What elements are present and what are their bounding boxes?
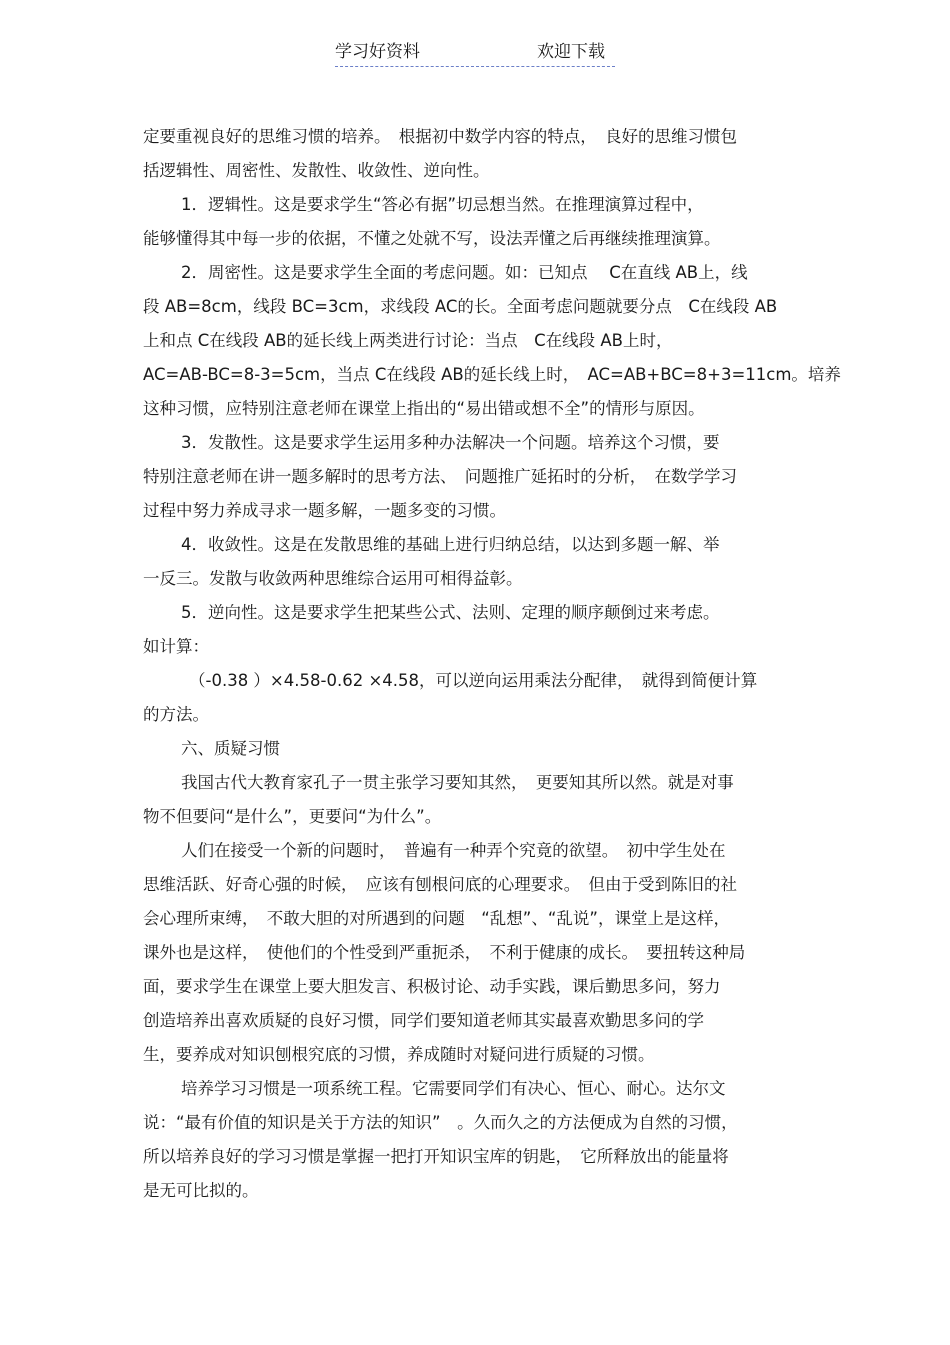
text-line: 上和点 C在线段 AB的延长线上两类进行讨论：当点 C在线段 AB上时，	[143, 331, 673, 350]
text-line: 培养学习习惯是一项系统工程。它需要同学们有决心、恒心、耐心。达尔文	[181, 1079, 726, 1098]
page-header	[335, 40, 615, 67]
text-line: 课外也是这样， 使他们的个性受到严重扼杀， 不利于健康的成长。 要扭转这种局	[143, 943, 746, 962]
text-line: 如计算：	[143, 637, 209, 656]
text-line: 面，要求学生在课堂上要大胆发言、积极讨论、动手实践，课后勤思多问，努力	[143, 977, 721, 996]
text-line: 2．周密性。这是要求学生全面的考虑问题。如：已知点 C在直线 AB上，线	[181, 263, 748, 282]
text-line: 5．逆向性。这是要求学生把某些公式、法则、定理的顺序颠倒过来考虑。	[181, 603, 720, 622]
text-line: 3．发散性。这是要求学生运用多种办法解决一个问题。培养这个习惯，要	[181, 433, 720, 452]
text-line: AC=AB-BC=8-3=5cm，当点 C在线段 AB的延长线上时， AC=AB+BC=8+3=11cm。培养	[143, 365, 841, 384]
text-line: 定要重视良好的思维习惯的培养。 根据初中数学内容的特点， 良好的思维习惯包	[143, 127, 737, 146]
header-right-text: 欢迎下载	[537, 42, 605, 62]
text-line: 段 AB=8cm，线段 BC=3cm，求线段 AC的长。全面考虑问题就要分点 C在线段 AB	[143, 297, 778, 316]
document-body	[143, 120, 841, 1208]
text-line: 创造培养出喜欢质疑的良好习惯，同学们要知道老师其实最喜欢勤思多问的学	[143, 1011, 704, 1030]
text-line: 所以培养良好的学习习惯是掌握一把打开知识宝库的钥匙， 它所释放出的能量将	[143, 1147, 729, 1166]
text-line: 物不但要问“是什么”，更要问“为什么”。	[143, 807, 442, 826]
header-left-text: 学习好资料	[335, 42, 420, 62]
text-line: 能够懂得其中每一步的依据，不懂之处就不写，设法弄懂之后再继续推理演算。	[143, 229, 721, 248]
text-line: 说：“最有价值的知识是关于方法的知识” 。久而久之的方法便成为自然的习惯，	[143, 1113, 738, 1132]
text-line: 括逻辑性、周密性、发散性、收敛性、逆向性。	[143, 161, 490, 180]
text-line: 特别注意老师在讲一题多解时的思考方法、 问题推广延拓时的分析， 在数学学习	[143, 467, 737, 486]
text-line: 过程中努力养成寻求一题多解，一题多变的习惯。	[143, 501, 506, 520]
text-line: 4．收敛性。这是在发散思维的基础上进行归纳总结，以达到多题一解、举	[181, 535, 720, 554]
text-line: （-0.38 ）×4.58-0.62 ×4.58，可以逆向运用乘法分配律， 就得到简便计算	[189, 671, 758, 690]
text-line: 六、质疑习惯	[181, 739, 280, 758]
text-line: 是无可比拟的。	[143, 1181, 259, 1200]
text-line: 1．逻辑性。这是要求学生“答必有据”切忌想当然。在推理演算过程中，	[181, 195, 704, 214]
text-line: 人们在接受一个新的问题时， 普遍有一种弄个究竟的欲望。 初中学生处在	[181, 841, 726, 860]
text-line: 的方法。	[143, 705, 209, 724]
text-line: 我国古代大教育家孔子一贯主张学习要知其然， 更要知其所以然。就是对事	[181, 773, 734, 792]
text-line: 一反三。发散与收敛两种思维综合运用可相得益彰。	[143, 569, 523, 588]
text-line: 这种习惯，应特别注意老师在课堂上指出的“易出错或想不全”的情形与原因。	[143, 399, 705, 418]
text-line: 思维活跃、好奇心强的时候， 应该有刨根问底的心理要求。 但由于受到陈旧的社	[143, 875, 737, 894]
text-line: 会心理所束缚， 不敢大胆的对所遇到的问题 “乱想”、“乱说”，课堂上是这样，	[143, 909, 730, 928]
text-line: 生，要养成对知识刨根究底的习惯，养成随时对疑问进行质疑的习惯。	[143, 1045, 655, 1064]
